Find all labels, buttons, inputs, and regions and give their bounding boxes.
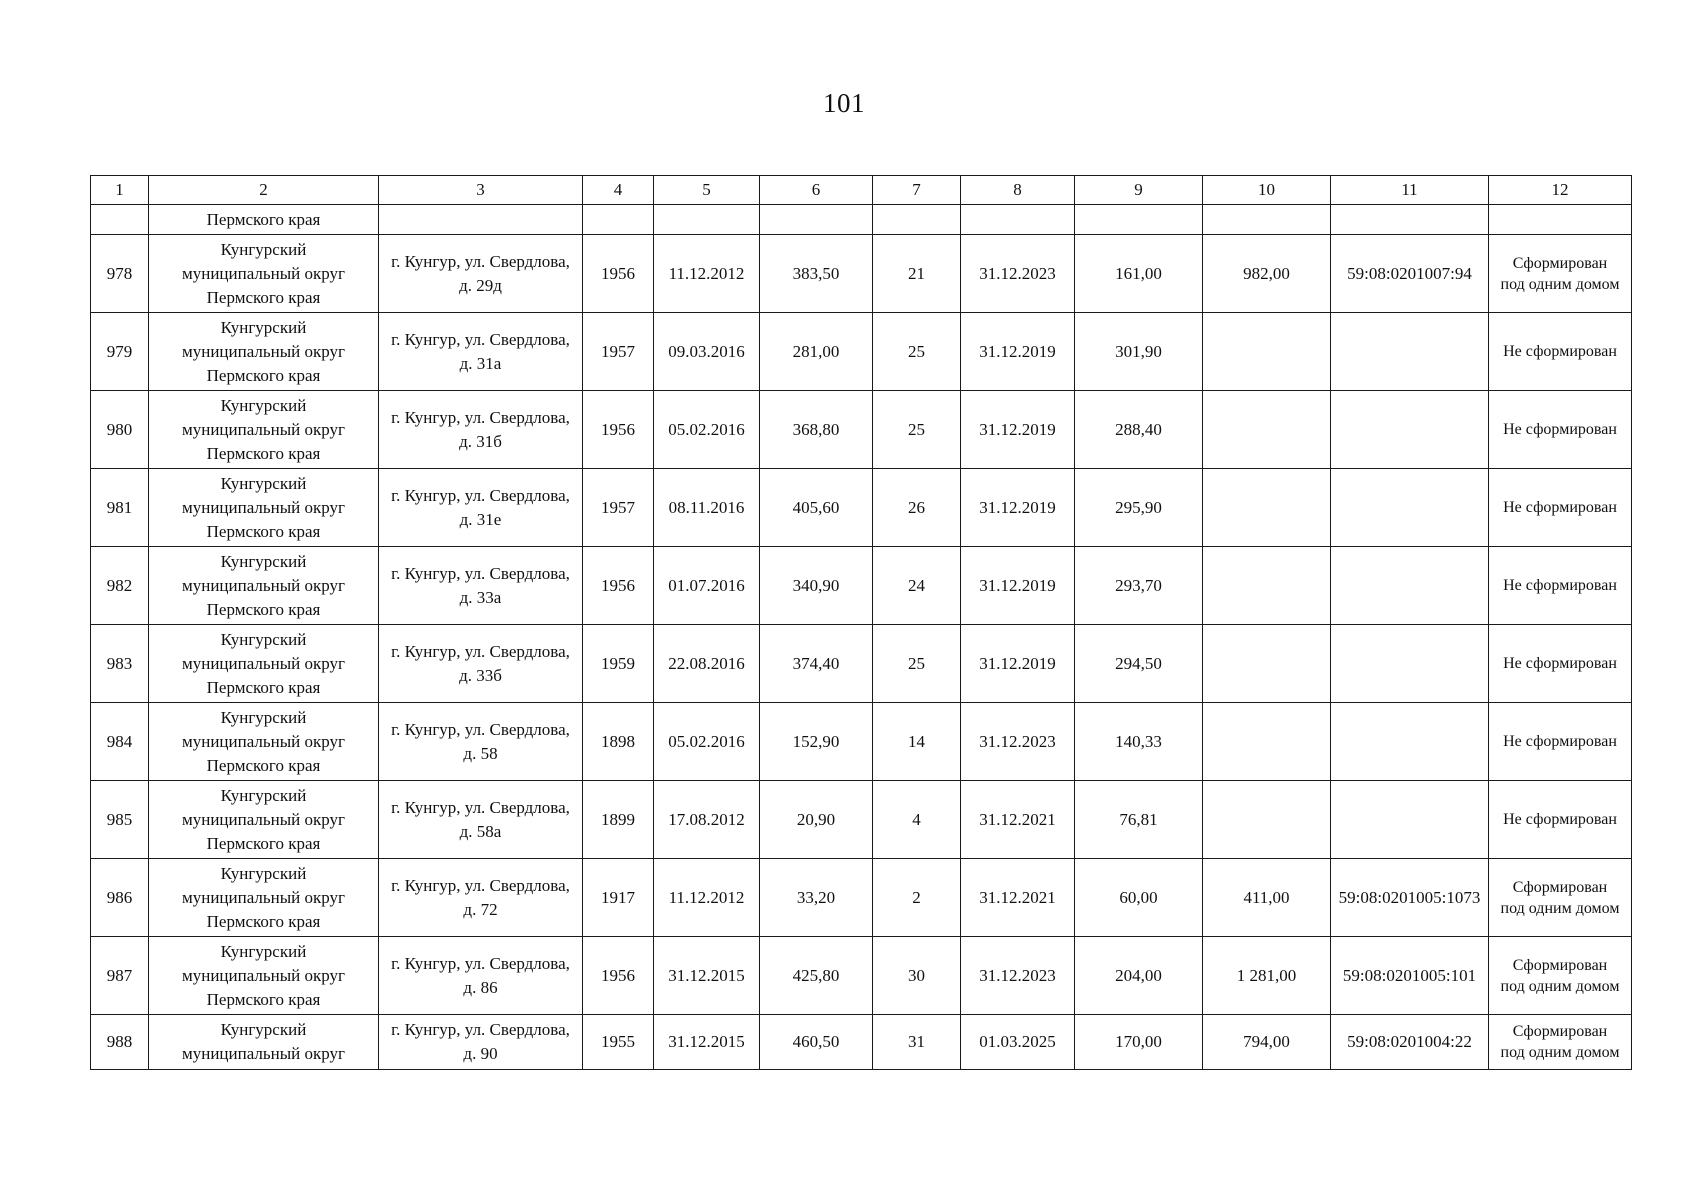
column-header: 7 xyxy=(873,176,961,205)
cell-line: Кунгурский xyxy=(220,629,307,649)
cell-land-area: 794,00 xyxy=(1203,1015,1331,1070)
cell-line: Пермского края xyxy=(206,833,321,853)
cell-row-number xyxy=(91,205,149,235)
cell-cadastral-number: 59:08:0201004:22 xyxy=(1331,1015,1489,1070)
cell-area: 405,60 xyxy=(760,469,873,547)
cell-residents: 21 xyxy=(873,235,961,313)
cell-line: муниципальный округ xyxy=(181,965,346,985)
cell-address xyxy=(379,235,583,313)
cell-land-area xyxy=(1203,391,1331,469)
cell-line: под одним домом xyxy=(1500,977,1620,995)
cell-line: под одним домом xyxy=(1500,1044,1620,1061)
cell-line: д. 29д xyxy=(459,275,502,295)
table-row xyxy=(91,937,1632,1015)
cell-land-area xyxy=(1203,703,1331,781)
cell-cadastral-number xyxy=(1331,625,1489,703)
cell-line: Пермского края xyxy=(206,521,321,541)
cell-deadline: 31.12.2021 xyxy=(961,781,1075,859)
column-header: 5 xyxy=(654,176,760,205)
cell-value: 294,50 xyxy=(1075,625,1203,703)
cell-address xyxy=(379,547,583,625)
cell-cadastral-number xyxy=(1331,547,1489,625)
cell-row-number: 987 xyxy=(91,937,149,1015)
cell-line: Не сформирован xyxy=(1503,811,1617,828)
cell-value: 140,33 xyxy=(1075,703,1203,781)
cell-land-area xyxy=(1203,313,1331,391)
cell-year: 1956 xyxy=(583,937,654,1015)
cell-line: д. 33а xyxy=(459,587,502,607)
cell-line: д. 58 xyxy=(463,743,498,763)
cell-value: 204,00 xyxy=(1075,937,1203,1015)
cell-year: 1956 xyxy=(583,391,654,469)
cell-line: Пермского края xyxy=(206,287,321,307)
cell-residents: 25 xyxy=(873,391,961,469)
cell-line: г. Кунгур, ул. Свердлова, xyxy=(391,719,570,739)
cell-line: г. Кунгур, ул. Свердлова, xyxy=(391,953,570,973)
cell-line: Не сформирован xyxy=(1503,733,1617,750)
cell-line: г. Кунгур, ул. Свердлова, xyxy=(391,875,570,895)
cell-land-area xyxy=(1203,625,1331,703)
cell-land-status xyxy=(1489,937,1632,1015)
cell-line: г. Кунгур, ул. Свердлова, xyxy=(391,407,570,427)
cell-date: 22.08.2016 xyxy=(654,625,760,703)
cell-line: г. Кунгур, ул. Свердлова, xyxy=(391,797,570,817)
cell-row-number: 988 xyxy=(91,1015,149,1070)
cell-line: Кунгурский xyxy=(220,785,307,805)
cell-row-number: 982 xyxy=(91,547,149,625)
table-row xyxy=(91,625,1632,703)
cell-residents: 26 xyxy=(873,469,961,547)
cell-deadline: 31.12.2019 xyxy=(961,625,1075,703)
cell-land-status xyxy=(1489,313,1632,391)
cell-address xyxy=(379,937,583,1015)
cell-line: г. Кунгур, ул. Свердлова, xyxy=(391,641,570,661)
cell-municipality xyxy=(149,625,379,703)
cell-value: 301,90 xyxy=(1075,313,1203,391)
cell-municipality xyxy=(149,391,379,469)
cell-line: Кунгурский xyxy=(220,551,307,571)
cell-line: Кунгурский xyxy=(220,707,307,727)
cell-line: муниципальный округ xyxy=(181,497,346,517)
table-row xyxy=(91,703,1632,781)
cell-address xyxy=(379,469,583,547)
column-header: 12 xyxy=(1489,176,1632,205)
cell-value: 288,40 xyxy=(1075,391,1203,469)
cell-line: Кунгурский xyxy=(220,239,307,259)
cell-year: 1898 xyxy=(583,703,654,781)
cell-residents: 25 xyxy=(873,313,961,391)
page-number: 101 xyxy=(823,88,865,118)
cell-area: 374,40 xyxy=(760,625,873,703)
cell-cadastral-number: 59:08:0201005:101 xyxy=(1331,937,1489,1015)
cell-residents: 25 xyxy=(873,625,961,703)
cell-line: муниципальный округ xyxy=(181,263,346,283)
cell-municipality xyxy=(149,937,379,1015)
cell-area: 368,80 xyxy=(760,391,873,469)
cell-land-area: 982,00 xyxy=(1203,235,1331,313)
column-header: 11 xyxy=(1331,176,1489,205)
column-header: 10 xyxy=(1203,176,1331,205)
column-header: 6 xyxy=(760,176,873,205)
cell-row-number: 983 xyxy=(91,625,149,703)
cell-land-area: 411,00 xyxy=(1203,859,1331,937)
cell-cadastral-number: 59:08:0201007:94 xyxy=(1331,235,1489,313)
cell-municipality xyxy=(149,781,379,859)
cell-area: 425,80 xyxy=(760,937,873,1015)
cell-year: 1957 xyxy=(583,469,654,547)
cell-line: Пермского края xyxy=(206,599,321,619)
cell-value: 60,00 xyxy=(1075,859,1203,937)
cell-date: 05.02.2016 xyxy=(654,703,760,781)
cell-municipality xyxy=(149,235,379,313)
cell-row-number: 984 xyxy=(91,703,149,781)
cell-land-status xyxy=(1489,1015,1632,1070)
cell-line: муниципальный округ xyxy=(181,809,346,829)
table-row xyxy=(91,859,1632,937)
cell-deadline: 31.12.2019 xyxy=(961,313,1075,391)
cell-line: Сформирован xyxy=(1512,254,1608,272)
cell-municipality xyxy=(149,703,379,781)
cell-year: 1899 xyxy=(583,781,654,859)
cell-year: 1956 xyxy=(583,547,654,625)
cell-year: 1959 xyxy=(583,625,654,703)
cell-land-status xyxy=(1489,703,1632,781)
cell-date: 01.07.2016 xyxy=(654,547,760,625)
cell-date: 08.11.2016 xyxy=(654,469,760,547)
cell-line: Не сформирован xyxy=(1503,577,1617,594)
cell-value: 161,00 xyxy=(1075,235,1203,313)
cell-line: Пермского края xyxy=(206,989,321,1009)
table-row xyxy=(91,313,1632,391)
cell-land-status xyxy=(1489,781,1632,859)
cell-line: д. 72 xyxy=(463,899,498,919)
cell-cadastral-number xyxy=(1331,469,1489,547)
cell-land-area xyxy=(1203,781,1331,859)
cell-area: 340,90 xyxy=(760,547,873,625)
cell-line: г. Кунгур, ул. Свердлова, xyxy=(391,485,570,505)
column-header: 4 xyxy=(583,176,654,205)
cell-row-number: 986 xyxy=(91,859,149,937)
cell-cadastral-number xyxy=(1331,781,1489,859)
cell-line: Пермского края xyxy=(206,443,321,463)
cell-deadline: 31.12.2023 xyxy=(961,703,1075,781)
cell-value xyxy=(1075,205,1203,235)
cell-value: 76,81 xyxy=(1075,781,1203,859)
table-row xyxy=(91,781,1632,859)
cell-line: Кунгурский xyxy=(220,317,307,337)
cell-date: 31.12.2015 xyxy=(654,937,760,1015)
cell-line: Не сформирован xyxy=(1503,499,1617,516)
table-row xyxy=(91,1015,1632,1070)
cell-area: 460,50 xyxy=(760,1015,873,1070)
cell-area: 33,20 xyxy=(760,859,873,937)
cell-deadline: 01.03.2025 xyxy=(961,1015,1075,1070)
cell-line: Кунгурский xyxy=(220,863,307,883)
cell-line: д. 90 xyxy=(463,1044,498,1063)
cell-land-area xyxy=(1203,469,1331,547)
cell-address xyxy=(379,859,583,937)
cell-cadastral-number: 59:08:0201005:1073 xyxy=(1331,859,1489,937)
cell-residents: 31 xyxy=(873,1015,961,1070)
cell-line: Кунгурский xyxy=(220,941,307,961)
cell-residents xyxy=(873,205,961,235)
cell-address xyxy=(379,625,583,703)
cell-line: Не сформирован xyxy=(1503,655,1617,672)
cell-cadastral-number xyxy=(1331,313,1489,391)
cell-line: д. 31е xyxy=(459,509,502,529)
cell-residents: 4 xyxy=(873,781,961,859)
cell-line: Кунгурский xyxy=(220,1020,307,1039)
cell-land-area xyxy=(1203,205,1331,235)
cell-line: г. Кунгур, ул. Свердлова, xyxy=(391,251,570,271)
cell-year: 1917 xyxy=(583,859,654,937)
cell-line: Пермского края xyxy=(206,677,321,697)
cell-date: 17.08.2012 xyxy=(654,781,760,859)
cell-land-status xyxy=(1489,205,1632,235)
cell-date: 11.12.2012 xyxy=(654,235,760,313)
column-header: 8 xyxy=(961,176,1075,205)
cell-municipality xyxy=(149,547,379,625)
cell-municipality xyxy=(149,1015,379,1070)
cell-row-number: 980 xyxy=(91,391,149,469)
cell-area: 20,90 xyxy=(760,781,873,859)
cell-line: д. 58а xyxy=(459,821,502,841)
cell-line: г. Кунгур, ул. Свердлова, xyxy=(391,563,570,583)
table-row xyxy=(91,547,1632,625)
cell-address xyxy=(379,1015,583,1070)
cell-value: 295,90 xyxy=(1075,469,1203,547)
cell-area: 383,50 xyxy=(760,235,873,313)
cell-date xyxy=(654,205,760,235)
cell-year: 1956 xyxy=(583,235,654,313)
column-header: 2 xyxy=(149,176,379,205)
cell-residents: 24 xyxy=(873,547,961,625)
cell-line: Пермского края xyxy=(206,365,321,385)
cell-deadline: 31.12.2019 xyxy=(961,547,1075,625)
cell-line: муниципальный округ xyxy=(181,653,346,673)
table-row xyxy=(91,469,1632,547)
cell-date: 11.12.2012 xyxy=(654,859,760,937)
cell-line: д. 86 xyxy=(463,977,498,997)
cell-date: 31.12.2015 xyxy=(654,1015,760,1070)
cell-cadastral-number xyxy=(1331,205,1489,235)
cell-municipality xyxy=(149,859,379,937)
cell-date: 09.03.2016 xyxy=(654,313,760,391)
cell-line: Сформирован xyxy=(1512,878,1608,896)
cell-line: Не сформирован xyxy=(1503,343,1617,360)
cell-municipality xyxy=(149,469,379,547)
cell-year xyxy=(583,205,654,235)
column-header: 9 xyxy=(1075,176,1203,205)
cell-cadastral-number xyxy=(1331,703,1489,781)
cell-row-number: 978 xyxy=(91,235,149,313)
cell-land-status xyxy=(1489,235,1632,313)
cell-line: Не сформирован xyxy=(1503,421,1617,438)
cell-residents: 30 xyxy=(873,937,961,1015)
cell-address xyxy=(379,781,583,859)
cell-line: д. 31а xyxy=(459,353,502,373)
cell-line: Сформирован xyxy=(1512,956,1608,974)
cell-deadline: 31.12.2019 xyxy=(961,469,1075,547)
cell-value: 293,70 xyxy=(1075,547,1203,625)
cell-deadline: 31.12.2021 xyxy=(961,859,1075,937)
cell-deadline xyxy=(961,205,1075,235)
cell-land-area: 1 281,00 xyxy=(1203,937,1331,1015)
cell-line: под одним домом xyxy=(1500,899,1620,917)
cell-municipality xyxy=(149,313,379,391)
column-header: 3 xyxy=(379,176,583,205)
cell-line: д. 33б xyxy=(459,665,502,685)
cell-land-area xyxy=(1203,547,1331,625)
cell-year: 1957 xyxy=(583,313,654,391)
cell-line: Пермского края xyxy=(206,911,321,931)
cell-land-status xyxy=(1489,391,1632,469)
cell-line: под одним домом xyxy=(1500,275,1620,293)
cell-line: г. Кунгур, ул. Свердлова, xyxy=(391,329,570,349)
column-header: 1 xyxy=(91,176,149,205)
cell-cadastral-number xyxy=(1331,391,1489,469)
cell-line: муниципальный округ xyxy=(181,887,346,907)
cell-address xyxy=(379,205,583,235)
continuation-row xyxy=(91,205,1632,235)
cell-row-number: 979 xyxy=(91,313,149,391)
column-number-row xyxy=(91,176,1632,205)
cell-municipality: Пермского края xyxy=(149,205,379,235)
cell-residents: 14 xyxy=(873,703,961,781)
table-row xyxy=(91,235,1632,313)
cell-address xyxy=(379,391,583,469)
cell-line: г. Кунгур, ул. Свердлова, xyxy=(391,1020,570,1039)
cell-area: 152,90 xyxy=(760,703,873,781)
cell-area xyxy=(760,205,873,235)
cell-date: 05.02.2016 xyxy=(654,391,760,469)
cell-year: 1955 xyxy=(583,1015,654,1070)
cell-row-number: 981 xyxy=(91,469,149,547)
cell-line: д. 31б xyxy=(459,431,502,451)
cell-value: 170,00 xyxy=(1075,1015,1203,1070)
table-row xyxy=(91,391,1632,469)
cell-line: муниципальный округ xyxy=(181,575,346,595)
cell-line: Кунгурский xyxy=(220,473,307,493)
cell-land-status xyxy=(1489,547,1632,625)
cell-line: Кунгурский xyxy=(220,395,307,415)
cell-row-number: 985 xyxy=(91,781,149,859)
cell-deadline: 31.12.2019 xyxy=(961,391,1075,469)
cell-line: муниципальный округ xyxy=(181,731,346,751)
cell-line: муниципальный округ xyxy=(181,1044,346,1063)
housing-registry-table xyxy=(90,175,1632,1070)
cell-line: муниципальный округ xyxy=(181,419,346,439)
cell-residents: 2 xyxy=(873,859,961,937)
cell-deadline: 31.12.2023 xyxy=(961,235,1075,313)
cell-address xyxy=(379,313,583,391)
cell-land-status xyxy=(1489,859,1632,937)
cell-land-status xyxy=(1489,625,1632,703)
cell-line: Сформирован xyxy=(1512,1023,1608,1040)
cell-line: Пермского края xyxy=(206,755,321,775)
cell-address xyxy=(379,703,583,781)
cell-land-status xyxy=(1489,469,1632,547)
cell-area: 281,00 xyxy=(760,313,873,391)
cell-deadline: 31.12.2023 xyxy=(961,937,1075,1015)
cell-line: муниципальный округ xyxy=(181,341,346,361)
